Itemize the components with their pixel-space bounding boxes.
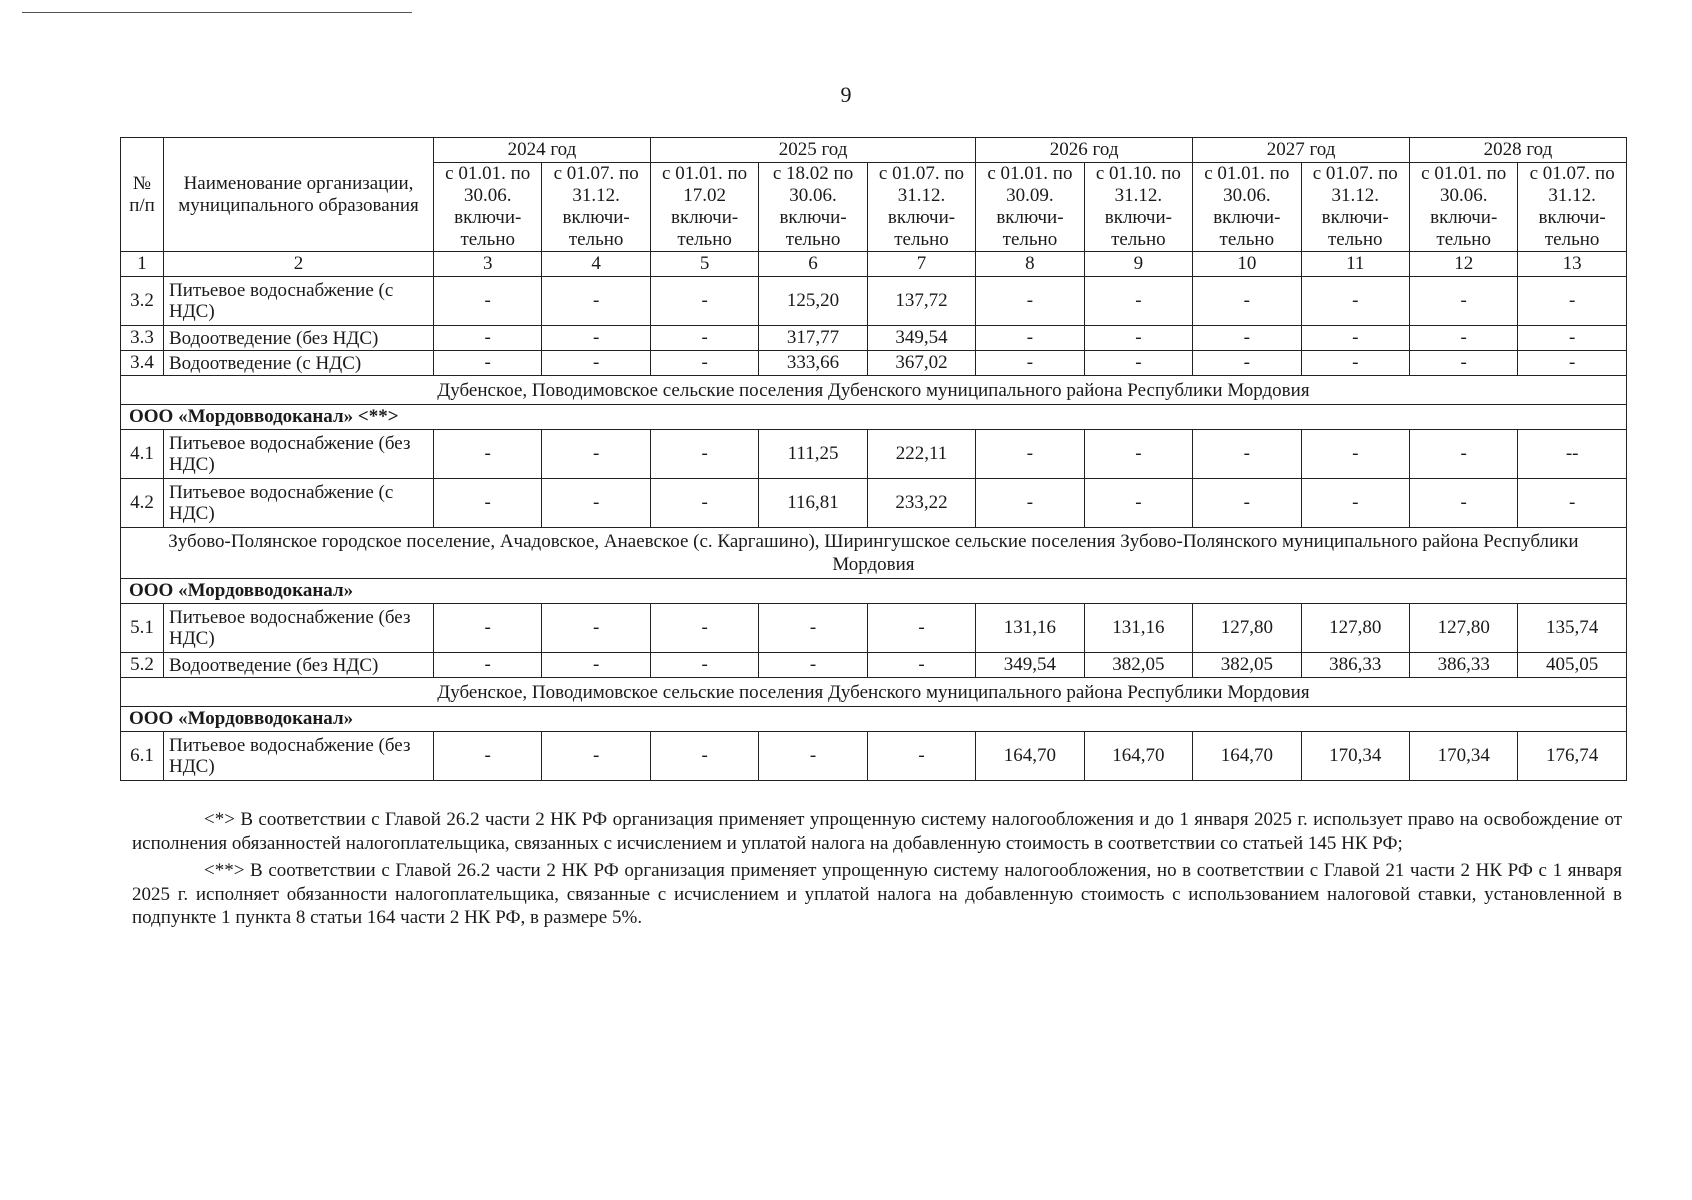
tariff-value: -: [650, 326, 758, 351]
table-row: [121, 277, 1627, 326]
tariff-value: 116,81: [759, 479, 867, 528]
region-title: Дубенское, Поводимовское сельские поселения Дубенского муниципального района Республики Мордовия: [121, 678, 1627, 707]
tariff-value: -: [542, 277, 650, 326]
tariff-value: 349,54: [867, 326, 975, 351]
header-period: с 01.10. по 31.12. включи-тельно: [1084, 163, 1192, 252]
table-row: [121, 351, 1627, 376]
organization-row: [121, 707, 1627, 732]
tariff-value: -: [976, 479, 1084, 528]
header-year: 2026 год: [976, 138, 1193, 163]
tariff-value: -: [1409, 277, 1517, 326]
tariff-value: -: [1084, 430, 1192, 479]
region-row: [121, 376, 1627, 405]
tariff-value: -: [976, 277, 1084, 326]
tariff-value: -: [434, 351, 542, 376]
row-number: 5.1: [121, 604, 164, 653]
tariff-table: [120, 137, 1627, 781]
table-row: [121, 653, 1627, 678]
header-name: Наименование организации, муниципального образования: [164, 138, 434, 252]
footnotes: [132, 808, 1622, 934]
tariff-value: -: [1409, 351, 1517, 376]
header-period: с 18.02 по 30.06. включи-тельно: [759, 163, 867, 252]
tariff-value: -: [542, 479, 650, 528]
row-number: 3.4: [121, 351, 164, 376]
tariff-value: 382,05: [1084, 653, 1192, 678]
tariff-value: -: [1518, 351, 1626, 376]
row-number: 6.1: [121, 732, 164, 781]
service-name: Водоотведение (с НДС): [164, 351, 434, 376]
tariff-value: -: [650, 430, 758, 479]
footnote-single-star: <*> В соответствии с Главой 26.2 части 2 НК РФ организация применяет упрощенную систему налогообложения и до 1 января 2025 г. использует право на освобождение от исполнения обязанностей налогоплательщика, связанных с исчислением и уплатой налога на добавленную стоимость в соответствии со статьей 145 НК РФ;: [132, 809, 1622, 854]
tariff-value: -: [759, 653, 867, 678]
region-row: [121, 678, 1627, 707]
tariff-value: -: [1301, 430, 1409, 479]
tariff-value: 176,74: [1518, 732, 1626, 781]
tariff-value: -: [1084, 351, 1192, 376]
tariff-value: -: [434, 326, 542, 351]
table-body: [121, 277, 1627, 781]
tariff-value: 367,02: [867, 351, 975, 376]
column-number: 12: [1409, 252, 1517, 277]
header-period: с 01.07. по 31.12. включи-тельно: [1301, 163, 1409, 252]
tariff-value: 127,80: [1301, 604, 1409, 653]
service-name: Водоотведение (без НДС): [164, 326, 434, 351]
tariff-value: -: [434, 732, 542, 781]
service-name: Водоотведение (без НДС): [164, 653, 434, 678]
header-period: с 01.01. по 30.06. включи-тельно: [1193, 163, 1301, 252]
organization-row: [121, 579, 1627, 604]
tariff-value: -: [1301, 326, 1409, 351]
column-number: 7: [867, 252, 975, 277]
tariff-value: -: [1193, 326, 1301, 351]
header-period: с 01.07. по 31.12. включи-тельно: [867, 163, 975, 252]
tariff-value: 164,70: [1193, 732, 1301, 781]
tariff-value: -: [1084, 277, 1192, 326]
tariff-value: 170,34: [1409, 732, 1517, 781]
tariff-value: -: [650, 277, 758, 326]
tariff-value: -: [1409, 479, 1517, 528]
table-row: [121, 732, 1627, 781]
column-number: 4: [542, 252, 650, 277]
table-row: [121, 326, 1627, 351]
column-number: 3: [434, 252, 542, 277]
column-number: 10: [1193, 252, 1301, 277]
tariff-value: 135,74: [1518, 604, 1626, 653]
tariff-value: 164,70: [976, 732, 1084, 781]
tariff-value: 164,70: [1084, 732, 1192, 781]
tariff-value: 386,33: [1409, 653, 1517, 678]
tariff-value: -: [1193, 479, 1301, 528]
tariff-value: -: [1409, 430, 1517, 479]
tariff-value: -: [1193, 277, 1301, 326]
column-number: 11: [1301, 252, 1409, 277]
service-name: Питьевое водоснабжение (без НДС): [164, 604, 434, 653]
tariff-value: -: [542, 351, 650, 376]
tariff-value: -: [542, 604, 650, 653]
tariff-value: -: [542, 653, 650, 678]
tariff-value: 386,33: [1301, 653, 1409, 678]
tariff-value: -: [976, 351, 1084, 376]
organization-name: ООО «Мордовводоканал»: [121, 707, 1627, 732]
column-number: 9: [1084, 252, 1192, 277]
tariff-value: 333,66: [759, 351, 867, 376]
column-number: 2: [164, 252, 434, 277]
tariff-value: -: [542, 326, 650, 351]
tariff-value: 125,20: [759, 277, 867, 326]
tariff-value: -: [542, 430, 650, 479]
organization-name: ООО «Мордовводоканал» <**>: [121, 405, 1627, 430]
tariff-value: -: [1409, 326, 1517, 351]
table-row: [121, 604, 1627, 653]
tariff-value: -: [650, 351, 758, 376]
header-num: № п/п: [121, 138, 164, 252]
header-period: с 01.01. по 30.06. включи-тельно: [1409, 163, 1517, 252]
tariff-value: -: [542, 732, 650, 781]
table-row: [121, 430, 1627, 479]
tariff-value: 137,72: [867, 277, 975, 326]
tariff-value: -: [434, 479, 542, 528]
region-row: [121, 528, 1627, 579]
tariff-value: -: [1084, 479, 1192, 528]
table-row: [121, 479, 1627, 528]
row-number: 3.2: [121, 277, 164, 326]
tariff-value: -: [650, 732, 758, 781]
service-name: Питьевое водоснабжение (без НДС): [164, 430, 434, 479]
header-year: 2024 год: [434, 138, 651, 163]
tariff-value: -: [434, 604, 542, 653]
row-number: 4.1: [121, 430, 164, 479]
organization-name: ООО «Мордовводоканал»: [121, 579, 1627, 604]
tariff-value: -: [976, 430, 1084, 479]
header-row-column-numbers: [121, 252, 1627, 277]
region-title: Зубово-Полянское городское поселение, Ачадовское, Анаевское (с. Каргашино), Ширингушское сельские поселения Зубово-Полянского муниципального района Республики Мордовия: [121, 528, 1627, 579]
footnote-double-star: <**> В соответствии с Главой 26.2 части 2 НК РФ организация применяет упрощенную систему налогообложения, но в соответствии с Главой 21 части 2 НК РФ с 1 января 2025 г. исполняет обязанности налогоплательщика, связанные с исчислением и уплатой налога на добавленную стоимость с использованием налоговой ставки, установленной в подпункте 1 пункта 8 статьи 164 части 2 НК РФ, в размере 5%.: [132, 860, 1622, 928]
tariff-value: -: [650, 653, 758, 678]
tariff-value: -: [650, 479, 758, 528]
service-name: Питьевое водоснабжение (с НДС): [164, 277, 434, 326]
column-number: 6: [759, 252, 867, 277]
tariff-value: 127,80: [1409, 604, 1517, 653]
region-title: Дубенское, Поводимовское сельские поселения Дубенского муниципального района Республики Мордовия: [121, 376, 1627, 405]
tariff-value: -: [1518, 277, 1626, 326]
header-year: 2028 год: [1409, 138, 1626, 163]
service-name: Питьевое водоснабжение (с НДС): [164, 479, 434, 528]
tariff-value: -: [1301, 479, 1409, 528]
tariff-value: 382,05: [1193, 653, 1301, 678]
tariff-value: 131,16: [1084, 604, 1192, 653]
tariff-value: -: [650, 604, 758, 653]
column-number: 13: [1518, 252, 1626, 277]
tariff-value: -: [434, 277, 542, 326]
tariff-value: -: [434, 653, 542, 678]
page-number: 9: [840, 82, 852, 107]
header-period: с 01.01. по 30.09. включи-тельно: [976, 163, 1084, 252]
tariff-value: -: [867, 653, 975, 678]
header-row-years: [121, 138, 1627, 163]
header-period: с 01.07. по 31.12. включи-тельно: [542, 163, 650, 252]
tariff-value: 317,77: [759, 326, 867, 351]
tariff-value: -: [434, 430, 542, 479]
tariff-value: -: [867, 604, 975, 653]
row-number: 5.2: [121, 653, 164, 678]
header-period: с 01.07. по 31.12. включи-тельно: [1518, 163, 1626, 252]
service-name: Питьевое водоснабжение (без НДС): [164, 732, 434, 781]
tariff-value: -: [1193, 430, 1301, 479]
tariff-value: -: [1301, 277, 1409, 326]
tariff-value: -: [759, 604, 867, 653]
row-number: 4.2: [121, 479, 164, 528]
tariff-value: 111,25: [759, 430, 867, 479]
tariff-value: --: [1518, 430, 1626, 479]
tariff-value: -: [1084, 326, 1192, 351]
tariff-value: -: [1518, 326, 1626, 351]
tariff-value: -: [1193, 351, 1301, 376]
tariff-value: 233,22: [867, 479, 975, 528]
tariff-value: 405,05: [1518, 653, 1626, 678]
tariff-value: 131,16: [976, 604, 1084, 653]
tariff-value: -: [1518, 479, 1626, 528]
tariff-value: -: [1301, 351, 1409, 376]
tariff-value: 170,34: [1301, 732, 1409, 781]
tariff-value: -: [759, 732, 867, 781]
column-number: 1: [121, 252, 164, 277]
tariff-value: 349,54: [976, 653, 1084, 678]
tariff-value: -: [867, 732, 975, 781]
organization-row: [121, 405, 1627, 430]
header-year: 2027 год: [1193, 138, 1410, 163]
tariff-value: 127,80: [1193, 604, 1301, 653]
header-year: 2025 год: [650, 138, 975, 163]
column-number: 8: [976, 252, 1084, 277]
tariff-value: 222,11: [867, 430, 975, 479]
tariff-value: -: [976, 326, 1084, 351]
row-number: 3.3: [121, 326, 164, 351]
top-rule: [22, 12, 412, 13]
header-period: с 01.01. по 30.06. включи-тельно: [434, 163, 542, 252]
header-period: с 01.01. по 17.02 включи-тельно: [650, 163, 758, 252]
column-number: 5: [650, 252, 758, 277]
